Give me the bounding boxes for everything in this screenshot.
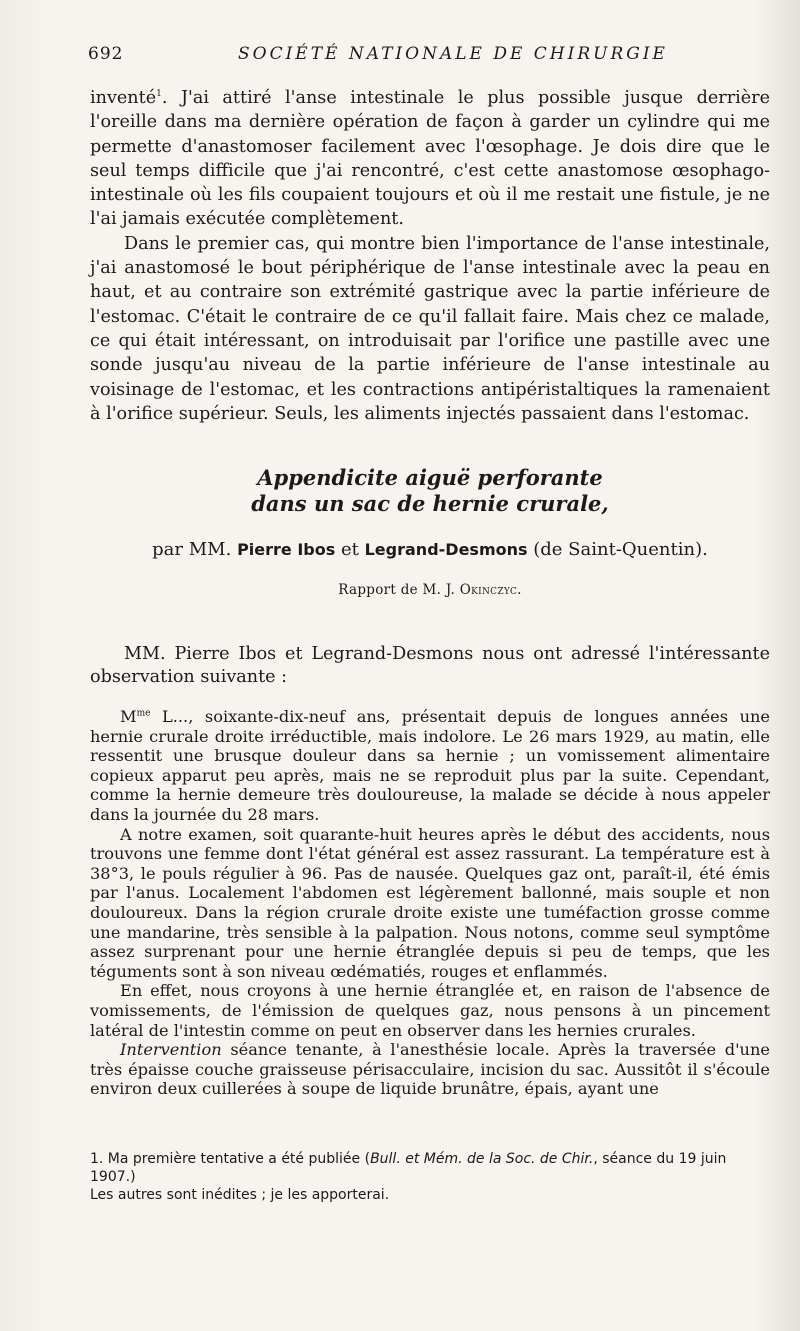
footnote: Les autres sont inédites ; je les apporterai. [90, 1187, 390, 1203]
citation: Bull. et Mém. de la Soc. de Chir. [370, 1151, 594, 1167]
article-heading [90, 465, 770, 598]
footnote-mark: 1 [156, 89, 162, 100]
article-title-line-2: dans un sac de hernie crurale, [251, 491, 609, 516]
article-authors [90, 539, 770, 560]
footnote [90, 1150, 770, 1186]
text-span: inventé [90, 88, 157, 108]
text-span: Rapport de M. J. [338, 582, 456, 598]
rapporteur-name: Okinczyc. [459, 582, 522, 598]
page-number: 692 [88, 44, 124, 64]
text-span: L..., soixante-dix-neuf ans, présentait depuis de longues années une hernie crurale droite irréductible, mais indolore. Le 26 mars 1929, au matin, elle ressentit une brusque douleur dans sa hernie ; un vomissement alimentaire copieux apparut peu après, mais ne se reproduit plus par la suite. Cependant, comme la hernie demeure très douloureuse, la malade se décide à nous appeler dans la journée du 28 mars. [90, 707, 770, 824]
paragraph [90, 86, 770, 232]
article-title-line-1: Appendicite aiguë perforante [257, 465, 603, 490]
observation-text [90, 707, 770, 1099]
rapport-line [90, 582, 770, 598]
running-head [88, 44, 770, 68]
intro-text [90, 643, 770, 689]
text-span: (de Saint-Quentin). [533, 539, 708, 560]
running-title: SOCIÉTÉ NATIONALE DE CHIRURGIE [238, 44, 668, 64]
superscript: me [136, 708, 151, 719]
text-span: , séance du 19 juin 1907.) [90, 1151, 727, 1185]
paragraph: Dans le premier cas, qui montre bien l'importance de l'anse intestinale, j'ai anastomosé le bout périphérique de l'anse intestinale avec la peau en haut, et au contraire son extrémité gastrique avec la partie inférieure de l'estomac. C'était le contraire de ce qu'il fallait faire. Mais chez ce malade, ce qui était intéressant, on introduisait par l'orifice une pastille avec une sonde jusqu'au niveau de la partie inférieure de l'anse intestinale au voisinage de l'estomac, et les contractions antipéristaltiques la ramenaient à l'orifice supérieur. Seuls, les aliments injectés passaient dans l'estomac. [90, 233, 770, 424]
text-span: et [340, 539, 359, 560]
footnotes [90, 1150, 770, 1204]
text-span: Intervention [120, 1040, 222, 1060]
paragraph: MM. Pierre Ibos et Legrand-Desmons nous ont adressé l'intéressante observation suivante : [90, 644, 770, 687]
text-span: 1. Ma première tentative a été publiée ( [90, 1151, 371, 1167]
author-name: Legrand-Desmons [364, 540, 528, 559]
paragraph: A notre examen, soit quarante-huit heures après le début des accidents, nous trouvons une femme dont l'état général est assez rassurant. La température est à 38°3, le pouls régulier à 96. Pas de nausée. Quelques gaz ont, paraît-il, été émis par l'anus. Localement l'abdomen est légèrement ballonné, mais souple et non douloureux. Dans la région crurale droite existe une tuméfaction grosse comme une mandarine, très sensible à la palpation. Nous notons, comme seul symptôme assez surprenant pour une hernie étranglée depuis si peu de temps, que les téguments sont à son niveau œdématiés, rouges et enflammés. [90, 824, 770, 981]
paragraph [90, 707, 770, 825]
paragraph: En effet, nous croyons à une hernie étranglée et, en raison de l'absence de vomissements, de l'émission de quelques gaz, nous pensons à un pincement latéral de l'intestin comme on peut en observer dans les hernies crurales. [90, 981, 770, 1040]
text-span: par MM. [152, 539, 232, 560]
author-name: Pierre Ibos [237, 540, 336, 559]
text-span: séance tenante, à l'anesthésie locale. Après la traversée d'une très épaisse couche graisseuse périsacculaire, incision du sac. Aussitôt il s'écoule environ deux cuillerées à soupe de liquide brunâtre, épais, ayant une [90, 1040, 770, 1099]
paragraph [90, 1040, 770, 1099]
text-span: M [120, 707, 137, 726]
continuation-text [90, 86, 770, 426]
text-span: . J'ai attiré l'anse intestinale le plus possible jusque derrière l'oreille dans ma dernière opération de façon à garder un cylindre qui me permette d'anastomoser facilement avec l'œsophage. Je dois dire que le seul temps difficile que j'ai rencontré, c'est cette anastomose œsophago-intestinale où les fils coupaient toujours et où il me restait une fistule, je ne l'ai jamais exécutée complètement. [90, 88, 770, 230]
